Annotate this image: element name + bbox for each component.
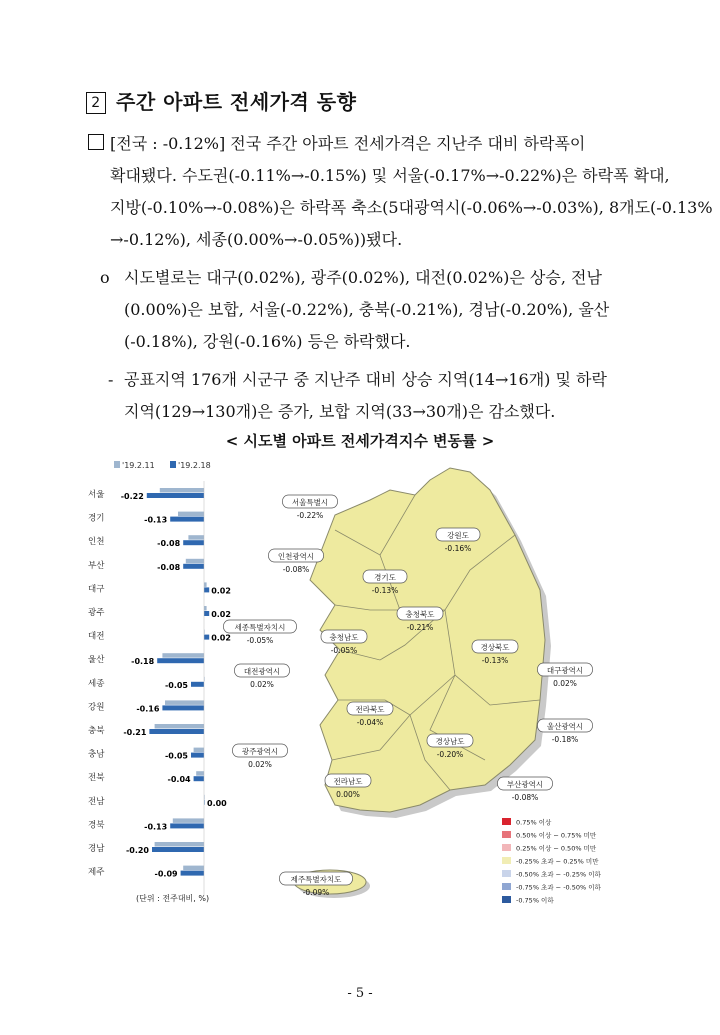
category-label: 경남 xyxy=(88,844,105,854)
dash-line: - 공표지역 176개 시군구 중 지난주 대비 상승 지역(14→16개) 및 하락 xyxy=(108,364,607,396)
legend-label: '19.2.11 xyxy=(122,461,155,470)
region-value: -0.13% xyxy=(481,656,509,665)
category-label: 경북 xyxy=(88,820,105,831)
legend-label: 0.75% 이상 xyxy=(516,818,552,827)
category-label: 서울 xyxy=(88,490,105,500)
region-name: 세종특별자치시 xyxy=(234,623,286,632)
bar-prev xyxy=(162,653,204,658)
bar-curr xyxy=(204,635,209,640)
unit-note: (단위 : 전주대비, %) xyxy=(136,894,210,903)
data-label: 0.02 xyxy=(211,633,231,643)
data-label: -0.20 xyxy=(125,846,149,855)
bar-prev xyxy=(186,559,204,564)
legend-swatch xyxy=(502,844,511,851)
category-label: 충남 xyxy=(88,749,105,760)
map-region-label xyxy=(283,495,338,520)
legend-label: '19.2.18 xyxy=(178,461,211,470)
bar-curr xyxy=(152,847,204,852)
bar-prev xyxy=(204,606,207,611)
section-title: 주간 아파트 전세가격 동향 xyxy=(116,90,357,114)
bar-prev xyxy=(196,771,204,776)
bar-curr xyxy=(162,705,204,710)
data-label: 0.00 xyxy=(207,798,227,808)
region-name: 울산광역시 xyxy=(546,722,584,731)
region-value: 0.00% xyxy=(336,790,360,799)
category-label: 부산 xyxy=(88,560,105,571)
region-value: -0.20% xyxy=(436,750,464,759)
data-label: -0.05 xyxy=(164,751,188,761)
legend-swatch xyxy=(502,896,511,903)
legend-swatch xyxy=(502,883,511,890)
data-label: -0.04 xyxy=(167,775,191,785)
map-region-label xyxy=(235,664,290,689)
category-label: 전북 xyxy=(88,773,105,784)
bar-curr xyxy=(181,871,204,876)
main-line: 지방(-0.10%→-0.08%)은 하락폭 축소(5대광역시(-0.06%→-0.03%), 8개도(-0.13% xyxy=(110,198,713,217)
bar-prev xyxy=(188,535,204,540)
section-number: 2 xyxy=(86,92,106,114)
region-value: -0.08% xyxy=(282,565,310,574)
main-line: →-0.12%), 세종(0.00%→-0.05%))됐다. xyxy=(110,230,403,249)
category-label: 제주 xyxy=(88,867,105,878)
region-value: -0.18% xyxy=(551,735,579,744)
region-name: 서울특별시 xyxy=(291,498,329,507)
dash-line: 지역(129→130개)은 증가, 보합 지역(33→30개)은 감소했다. xyxy=(124,402,556,421)
data-label: 0.02 xyxy=(211,610,231,619)
main-line: [전국 : -0.12%] 전국 주간 아파트 전세가격은 지난주 대비 하락폭이 xyxy=(88,128,713,160)
main-paragraph xyxy=(88,128,713,256)
dash-marker: - xyxy=(108,370,114,389)
data-label: -0.22 xyxy=(120,492,144,501)
data-label: -0.08 xyxy=(157,539,181,549)
data-label: -0.13 xyxy=(144,515,168,525)
region-value: 0.02% xyxy=(553,679,577,688)
bar-curr xyxy=(204,587,209,592)
region-value: -0.05% xyxy=(330,646,358,655)
bar-curr xyxy=(170,517,204,522)
region-name: 경상북도 xyxy=(480,643,510,652)
bar-prev xyxy=(173,818,204,823)
bar-curr xyxy=(147,493,204,498)
section-heading xyxy=(86,86,356,115)
bar-chart xyxy=(84,455,254,910)
category-label: 전남 xyxy=(88,796,105,807)
bar-curr xyxy=(204,611,209,616)
bullet-paragraph xyxy=(100,262,609,358)
data-label: -0.05 xyxy=(164,680,188,690)
bar-curr xyxy=(157,658,204,663)
region-name: 충청남도 xyxy=(329,633,359,642)
bar-curr xyxy=(191,753,204,758)
legend-swatch xyxy=(502,831,511,838)
category-label: 울산 xyxy=(88,655,105,666)
map-region-label xyxy=(498,777,553,802)
data-label: -0.16 xyxy=(136,704,160,714)
category-label: 인천 xyxy=(88,537,105,548)
legend-swatch xyxy=(502,818,511,825)
legend-swatch xyxy=(114,461,120,468)
bar-curr xyxy=(183,564,204,569)
data-label: -0.08 xyxy=(157,562,181,572)
region-name: 전라남도 xyxy=(333,777,363,786)
bar-prev xyxy=(178,512,204,516)
region-value: -0.16% xyxy=(444,544,472,553)
page-number: - 5 - xyxy=(347,986,373,1001)
data-label: -0.09 xyxy=(154,869,178,879)
bar-curr xyxy=(170,823,204,828)
legend-label: -0.75% 초과 ~ -0.50% 이하 xyxy=(516,883,601,892)
bar-prev xyxy=(194,748,204,753)
bar-curr xyxy=(149,729,204,734)
region-name: 강원도 xyxy=(447,531,469,540)
region-name: 광주광역시 xyxy=(241,747,279,756)
region-value: -0.13% xyxy=(371,586,399,595)
category-label: 대전 xyxy=(88,631,105,642)
data-label: -0.13 xyxy=(144,822,168,832)
category-label: 대구 xyxy=(88,584,105,595)
bullet-marker: o xyxy=(100,268,110,287)
legend-label: -0.25% 초과 ~ 0.25% 미만 xyxy=(516,857,599,866)
bar-prev xyxy=(183,866,204,871)
category-label: 광주 xyxy=(88,608,105,618)
bar-curr xyxy=(183,540,204,545)
region-value: 0.02% xyxy=(250,680,274,689)
region-value: -0.05% xyxy=(246,636,274,645)
region-name: 경기도 xyxy=(374,573,396,582)
region-name: 전라북도 xyxy=(355,705,385,714)
bullet-line: (-0.18%), 강원(-0.16%) 등은 하락했다. xyxy=(124,332,411,351)
legend-swatch xyxy=(170,461,176,468)
region-name: 충청북도 xyxy=(405,610,435,619)
region-value: -0.22% xyxy=(296,511,324,520)
legend-label: 0.50% 이상 ~ 0.75% 미만 xyxy=(516,831,597,840)
bar-prev xyxy=(204,582,207,587)
region-name: 제주특별자치도 xyxy=(290,875,342,884)
region-value: -0.08% xyxy=(511,793,539,802)
region-value: -0.09% xyxy=(302,888,330,897)
region-name: 부산광역시 xyxy=(506,780,544,789)
korea-map xyxy=(234,460,620,920)
bar-prev xyxy=(165,700,204,705)
checkbox-square-icon xyxy=(88,134,104,150)
data-label: 0.02 xyxy=(211,586,231,596)
bar-curr xyxy=(194,776,204,781)
bar-prev xyxy=(155,724,204,729)
legend-label: -0.50% 초과 ~ -0.25% 이하 xyxy=(516,870,601,879)
bar-prev xyxy=(155,842,204,847)
region-name: 인천광역시 xyxy=(277,552,315,561)
region-name: 대구광역시 xyxy=(546,666,584,675)
legend-swatch xyxy=(502,857,511,864)
region-value: -0.04% xyxy=(356,718,384,727)
category-label: 경기 xyxy=(88,513,105,524)
region-name: 대전광역시 xyxy=(243,667,281,676)
figure-title: < 시도별 아파트 전세가격지수 변동률 > xyxy=(225,432,495,450)
data-label: -0.18 xyxy=(131,657,155,667)
region-value: 0.02% xyxy=(248,760,272,769)
map-region-label xyxy=(538,719,593,744)
bullet-line: (0.00%)은 보합, 서울(-0.22%), 충북(-0.21%), 경남(-0.20%), 울산 xyxy=(124,300,610,319)
legend-label: -0.75% 이하 xyxy=(516,896,554,905)
category-label: 세종 xyxy=(88,678,105,689)
region-value: -0.21% xyxy=(406,623,434,632)
category-label: 충북 xyxy=(88,726,105,736)
bar-prev xyxy=(160,488,204,493)
legend-label: 0.25% 이상 ~ 0.50% 미만 xyxy=(516,844,597,853)
category-label: 강원 xyxy=(88,702,105,713)
dash-paragraph xyxy=(108,364,607,428)
legend-swatch xyxy=(502,870,511,877)
bullet-line: o 시도별로는 대구(0.02%), 광주(0.02%), 대전(0.02%)은 상승, 전남 xyxy=(100,262,609,294)
region-name: 경상남도 xyxy=(435,737,465,746)
bar-curr xyxy=(191,682,204,687)
data-label: -0.21 xyxy=(123,728,147,737)
main-line: 확대됐다. 수도권(-0.11%→-0.15%) 및 서울(-0.17%→-0.22%)은 하락폭 확대, xyxy=(110,166,670,185)
map-region-label xyxy=(233,744,288,769)
